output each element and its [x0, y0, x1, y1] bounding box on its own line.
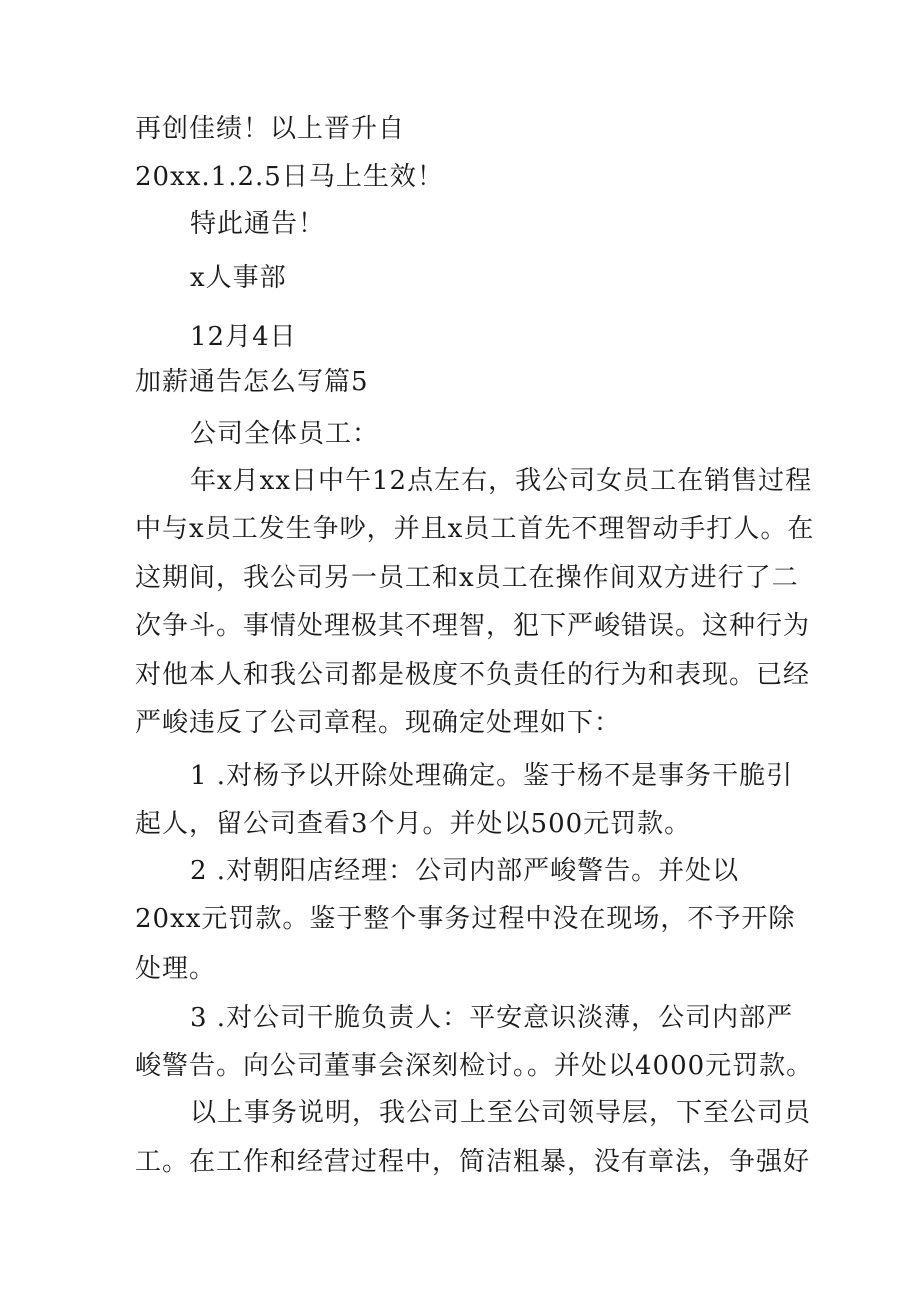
paragraph-line: 次争斗。事情处理极其不理智，犯下严峻错误。这种行为: [135, 611, 811, 641]
paragraph-line: 严峻违反了公司章程。现确定处理如下：: [135, 708, 622, 738]
list-item: 1 .对杨予以开除处理确定。鉴于杨不是事务干脆引: [190, 761, 794, 791]
text-line: 20xx.1.2.5日马上生效！: [135, 162, 444, 192]
signature-date: 12月4日: [190, 322, 297, 352]
paragraph-line: 对他本人和我公司都是极度不负责任的行为和表现。已经: [135, 660, 811, 690]
paragraph-line: 工。在工作和经营过程中，简洁粗暴，没有章法，争强好: [135, 1147, 811, 1177]
list-item-continuation: 起人，留公司查看3个月。并处以500元罚款。: [135, 809, 692, 839]
paragraph-line: 以上事务说明，我公司上至公司领导层，下至公司员: [190, 1098, 812, 1128]
text-line: 再创佳绩！以上晋升自: [135, 114, 406, 144]
signature-department: x人事部: [190, 263, 287, 293]
section-heading: 加薪通告怎么写篇5: [135, 367, 369, 397]
list-item-continuation: 峻警告。向公司董事会深刻检讨。。并处以4000元罚款。: [135, 1051, 814, 1081]
closing-line: 特此通告！: [190, 209, 326, 239]
list-item-continuation: 处理。: [135, 954, 217, 984]
salutation: 公司全体员工：: [190, 419, 380, 449]
list-item-continuation: 20xx元罚款。鉴于整个事务过程中没在现场，不予开除: [135, 904, 796, 934]
list-item: 2 .对朝阳店经理：公司内部严峻警告。并处以: [190, 856, 740, 886]
paragraph-line: 年x月xx日中午12点左右，我公司女员工在销售过程: [190, 466, 813, 496]
list-item: 3 .对公司干脆负责人：平安意识淡薄，公司内部严: [190, 1003, 794, 1033]
paragraph-line: 中与x员工发生争吵，并且x员工首先不理智动手打人。在: [135, 514, 815, 544]
paragraph-line: 这期间，我公司另一员工和x员工在操作间双方进行了二: [135, 563, 799, 593]
